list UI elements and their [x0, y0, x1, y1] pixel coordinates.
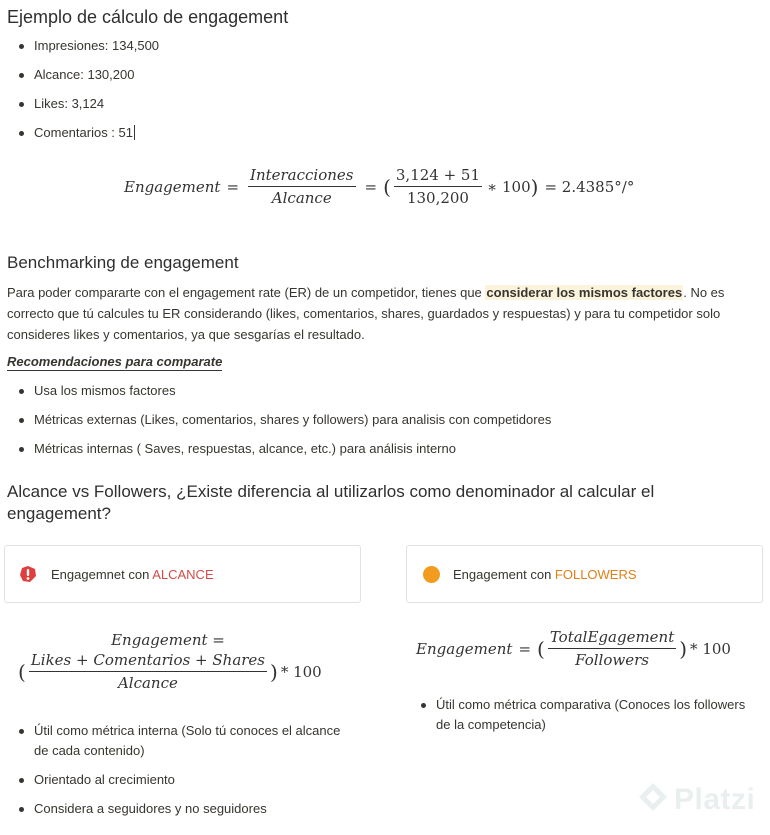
callout-alcance — [4, 545, 361, 603]
callout-label-text: Engagemnet con — [51, 566, 153, 582]
calc-fraction — [394, 166, 482, 207]
paragraph-text: Para poder compararte con el engagement rate (ER) de un competidor, tienes que — [7, 285, 486, 300]
platzi-watermark — [636, 780, 755, 819]
recommendations-list — [7, 381, 551, 468]
section-title-engagement-example: Ejemplo de cálculo de engagement — [7, 7, 289, 27]
exclamation-icon — [18, 564, 38, 584]
list-item[interactable] — [7, 123, 159, 143]
callout-label — [51, 567, 214, 582]
alcance-benefits-list — [7, 721, 347, 828]
calc-numerator: 3,124 + 51 — [394, 166, 482, 187]
fraction-denominator: Followers — [575, 651, 649, 669]
text-cursor — [134, 125, 135, 140]
list-item: Métricas internas ( Saves, respuestas, alcance, etc.) para análisis interno — [7, 439, 551, 459]
fraction-numerator: TotalEgagement — [548, 628, 676, 649]
paren-open: ( — [18, 659, 26, 684]
list-item: Métricas externas (Likes, comentarios, shares y followers) para analisis con competidores — [7, 410, 551, 430]
list-item: Orientado al crecimiento — [7, 770, 347, 790]
list-item: Usa los mismos factores — [7, 381, 551, 401]
section-title-alcance-vs-followers: Alcance vs Followers, ¿Existe diferencia al utilizarlos como denominador al calcular el engagement? — [7, 482, 655, 523]
paren-close: ) — [530, 174, 539, 199]
fraction-numerator: Likes + Comentarios + Shares — [29, 651, 267, 672]
list-item: Impresiones: 134,500 — [7, 36, 159, 56]
formula-fraction — [248, 166, 355, 207]
formula-tail: * 100 — [690, 639, 731, 658]
paren-open: ( — [537, 636, 545, 661]
watermark-text: Platzi — [674, 782, 756, 816]
formula-lhs: Engagement — [124, 177, 221, 196]
calc-denominator: 130,200 — [406, 189, 469, 207]
recommendations-title: Recomendaciones para comparate — [7, 354, 223, 369]
formula-result: = 2.4385°/° — [544, 177, 635, 196]
list-item: Likes: 3,124 — [7, 94, 159, 114]
formula-lhs: Engagement — [416, 639, 513, 658]
formula-top: Engagement = — [111, 631, 225, 649]
list-item: Útil como métrica comparativa (Conoces los followers de la competencia) — [409, 695, 749, 735]
list-item: Alcance: 130,200 — [7, 65, 159, 85]
paren-open: ( — [383, 174, 391, 199]
multiply-100: ∗ 100 — [487, 177, 531, 196]
list-item: Considera a seguidores y no seguidores — [7, 799, 347, 819]
formula-tail: * 100 — [280, 662, 322, 681]
orange-circle-icon — [423, 566, 440, 583]
engagement-formula — [124, 166, 634, 207]
equals-sign: = — [518, 639, 532, 658]
fraction-numerator: Interacciones — [248, 166, 355, 187]
followers-benefits-list — [409, 695, 749, 735]
fraction-denominator: Alcance — [271, 189, 332, 207]
callout-accent: ALCANCE — [152, 566, 214, 582]
benchmark-paragraph — [7, 282, 759, 345]
callout-label — [453, 567, 637, 582]
callout-accent: FOLLOWERS — [554, 566, 637, 582]
fraction-denominator: Alcance — [117, 674, 178, 692]
formula-followers — [416, 628, 731, 669]
highlighted-text: considerar los mismos factores — [486, 285, 683, 300]
paren-close: ) — [679, 636, 688, 661]
formula-fraction — [548, 628, 676, 669]
metrics-list — [7, 36, 159, 152]
formula-alcance — [18, 629, 322, 692]
platzi-logo-icon — [636, 780, 670, 819]
paren-close: ) — [270, 659, 278, 684]
formula-fraction — [29, 651, 267, 692]
section-title-benchmarking: Benchmarking de engagement — [7, 253, 239, 272]
list-item-text: Comentarios : 51 — [34, 125, 133, 140]
callout-label-text: Engagement con — [453, 566, 555, 582]
equals-sign: = — [364, 177, 378, 196]
equals-sign: = — [226, 177, 240, 196]
paragraph-text: . No es correcto que tú calcules tu ER considerando (likes, comentarios, shares, guardados y respuestas) y para tu competidor solo consideres likes y comentarios, ya que sesgarías el resultado. — [7, 285, 725, 342]
callout-followers — [406, 545, 763, 603]
list-item: Útil como métrica interna (Solo tú conoces el alcance de cada contenido) — [7, 721, 347, 761]
